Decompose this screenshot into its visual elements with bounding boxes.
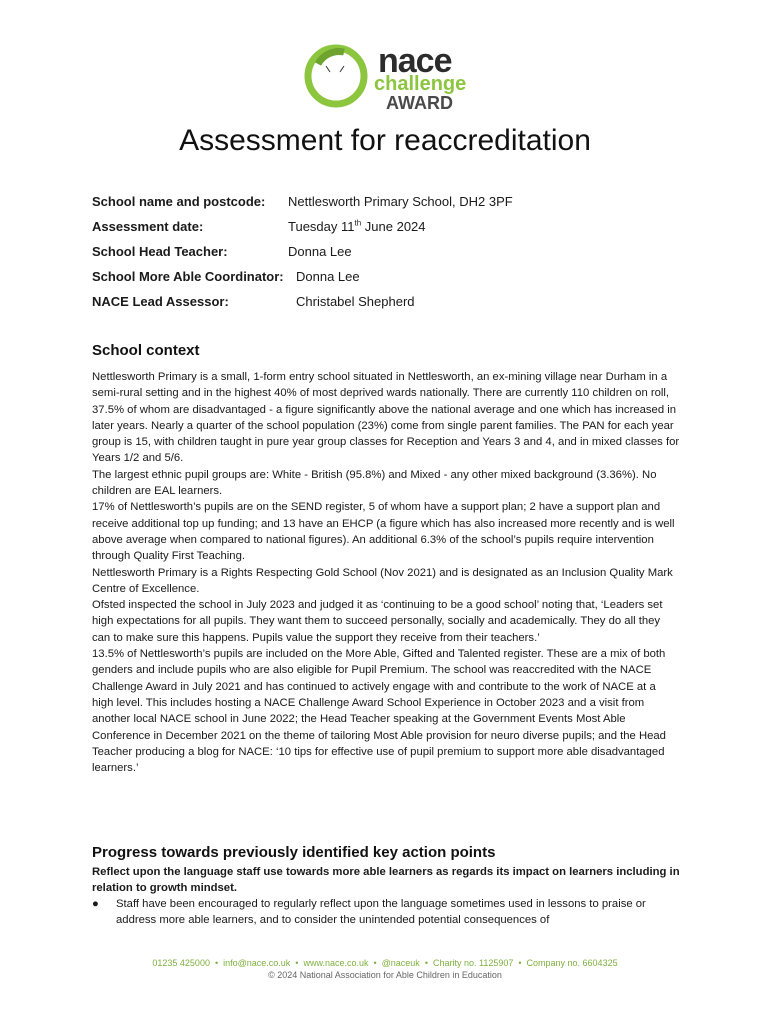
bullet-text: Staff have been encouraged to regularly reflect upon the language sometimes used in lessons to praise or address more able learners, and to consider the unintended potential consequences of <box>116 898 646 927</box>
info-label: NACE Lead Assessor: <box>92 294 229 309</box>
bullet-icon: ● <box>92 898 99 910</box>
info-value: Nettlesworth Primary School, DH2 3PF <box>288 194 513 209</box>
footer-charity-number: Charity no. 1125907 <box>432 958 514 968</box>
date-month-year: June 2024 <box>361 219 426 234</box>
progress-heading: Progress towards previously identified key action points <box>92 844 496 861</box>
footer-company-number: Company no. 6604325 <box>526 958 618 968</box>
page-title: Assessment for reaccreditation <box>179 124 591 157</box>
progress-bullet-list <box>92 896 680 929</box>
context-paragraph: Nettlesworth Primary is a Rights Respecting Gold School (Nov 2021) and is designated as an Inclusion Quality Mark Centre of Excellence. <box>92 566 673 595</box>
context-paragraph: 13.5% of Nettlesworth’s pupils are included on the More Able, Gifted and Talented register. These are a mix of both genders and include pupils who are also eligible for Pupil Premium. The school was reaccredited with the NACE Challenge Award in July 2021 and has continued to actively engage with and contribute to the work of NACE at a high level. This includes hosting a NACE Challenge Award School Experience in October 2023 and a visit from another local NACE school in June 2022; the Head Teacher speaking at the Government Events Most Able Conference in December 2021 on the theme of tailoring Most Able provision for neuro diverse pupils; and the Head Teacher producing a blog for NACE: ‘10 tips for effective use of pupil premium to support more able disadvantaged learners.’ <box>92 648 666 775</box>
footer-separator: • <box>424 958 428 968</box>
info-label: School More Able Coordinator: <box>92 269 284 284</box>
info-label: School Head Teacher: <box>92 244 228 259</box>
info-value: Christabel Shepherd <box>296 294 415 309</box>
date-ordinal: th <box>354 218 362 228</box>
context-paragraph: Ofsted inspected the school in July 2023 and judged it as ‘continuing to be a good school’ noting that, ‘Leaders set high expectations for all pupils. They want them to succeed personally, socially and academically. They do all they can to make sure this happens. Pupils value the support they receive from their teachers.’ <box>92 599 663 644</box>
info-row-date <box>92 219 692 244</box>
footer-separator: • <box>518 958 522 968</box>
context-paragraph: 17% of Nettlesworth’s pupils are on the SEND register, 5 of whom have a support plan; 2 have a support plan and receive additional top up funding; and 13 have an EHCP (a figure which has also increased more recently and is well above average when compared to national figures). An additional 6.3% of the school’s pupils require intervention through Quality First Teaching. <box>92 501 675 563</box>
footer-separator: • <box>295 958 299 968</box>
info-row-coordinator <box>92 269 692 294</box>
info-value: Donna Lee <box>288 244 352 259</box>
logo-line-1: nace <box>378 42 452 80</box>
footer-contact <box>0 958 770 968</box>
logo-line-2: challenge <box>374 73 467 95</box>
info-row-school <box>92 194 692 219</box>
nace-logo-circle-icon <box>304 44 368 108</box>
info-row-head-teacher <box>92 244 692 269</box>
list-item <box>92 896 680 929</box>
nace-logo-wordmark <box>374 44 474 112</box>
info-value: Donna Lee <box>296 269 360 284</box>
nace-logo <box>304 42 474 113</box>
context-paragraph: Nettlesworth Primary is a small, 1-form entry school situated in Nettlesworth, an ex-mining village near Durham in a semi-rural setting and in the highest 40% of most deprived wards nationally. There are currently 110 children on roll, 37.5% of whom are disadvantaged - a figure significantly above the national average and one which has increased in later years. Nearly a quarter of the school population (23%) come from single parent families. The PAN for each year group is 15, with children taught in pure year group classes for Reception and Years 3 and 4, and in mixed classes for Years 1/2 and 5/6. <box>92 371 680 465</box>
footer-website[interactable]: www.nace.co.uk <box>303 958 369 968</box>
footer-phone: 01235 425000 <box>152 958 210 968</box>
footer-separator: • <box>214 958 219 968</box>
logo-line-3: AWARD <box>386 93 453 113</box>
context-paragraph: The largest ethnic pupil groups are: White - British (95.8%) and Mixed - any other mixed background (3.36%). No children are EAL learners. <box>92 468 657 498</box>
info-value <box>288 219 426 234</box>
footer-separator: • <box>373 958 377 968</box>
footer-email[interactable]: info@nace.co.uk <box>223 958 291 968</box>
school-info <box>92 194 692 319</box>
footer-copyright: © 2024 National Association for Able Children in Education <box>268 970 502 980</box>
school-context-body <box>92 369 680 776</box>
info-label: Assessment date: <box>92 219 204 234</box>
info-row-assessor <box>92 294 692 319</box>
date-day: Tuesday 11 <box>288 219 355 234</box>
footer-social[interactable]: @naceuk <box>381 958 420 968</box>
info-label: School name and postcode: <box>92 194 266 209</box>
progress-subheading: Reflect upon the language staff use towards more able learners as regards its impact on learners including in relation to growth mindset. <box>92 866 680 895</box>
school-context-heading: School context <box>92 342 200 359</box>
